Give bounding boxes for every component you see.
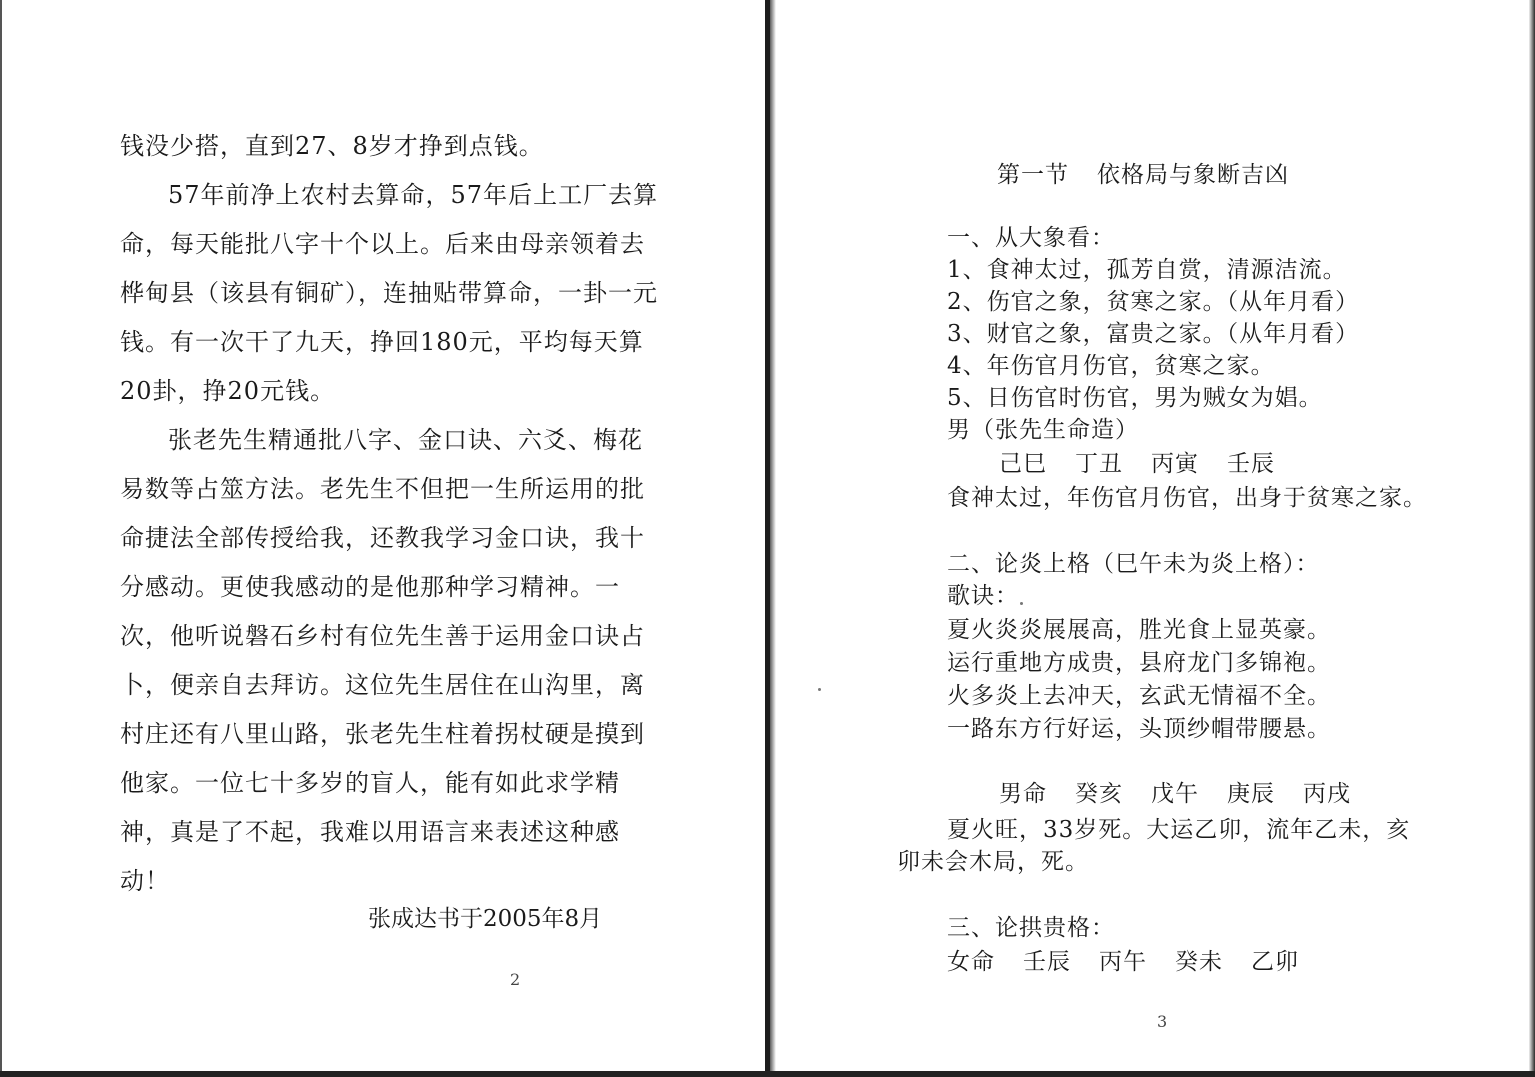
- song-line: 火多炎上去冲天，玄武无情福不全。: [947, 683, 1331, 709]
- bottom-page-edge: [0, 1071, 1535, 1077]
- pillar: 丙午: [1099, 949, 1147, 975]
- section1-heading: 一、从大象看：: [947, 225, 1115, 251]
- example2-comment-line1: 夏火旺，33岁死。大运乙卯，流年乙未，亥: [947, 817, 1411, 843]
- example1-comment: 食神太过，年伤官月伤官，出身于贫寒之家。: [947, 485, 1427, 511]
- right-page-edge: [1529, 0, 1535, 1077]
- section-number: 第一节: [997, 162, 1069, 188]
- pillar: 己巳: [999, 451, 1047, 477]
- scan-speck: [1020, 602, 1023, 605]
- pillar: 丙戌: [1303, 781, 1351, 807]
- example2-pillars: [999, 778, 1379, 810]
- example1-label: 男（张先生命造）: [947, 417, 1139, 443]
- section3-heading: 三、论拱贵格：: [947, 915, 1115, 941]
- section1-item: 1、食神太过，孤芳自赏，清源洁流。: [947, 257, 1347, 283]
- pillar: 癸亥: [1075, 781, 1123, 807]
- pillar: 癸未: [1175, 949, 1223, 975]
- page-number-right: 3: [1157, 1012, 1168, 1031]
- left-paragraph-1: 57年前净上农村去算命，57年后上工厂去算命，每天能批八字十个以上。后来由母亲领着去桦甸县（该县有铜矿），连抽贴带算命，一卦一元钱。有一次干了九天，挣回180元，平均每天算20卦，挣20元钱。: [120, 181, 659, 405]
- pillar: 壬辰: [1023, 949, 1071, 975]
- page-number-left: 2: [510, 970, 521, 989]
- pillar: 壬辰: [1227, 451, 1275, 477]
- left-page-edge: [0, 0, 2, 1077]
- section-name: 依格局与象断吉凶: [1097, 162, 1289, 188]
- example2-label: 男命: [999, 781, 1047, 807]
- pillar: 丙寅: [1151, 451, 1199, 477]
- example3-label: 女命: [947, 949, 995, 975]
- left-paragraph-2: 张老先生精通批八字、金口诀、六爻、梅花易数等占筮方法。老先生不但把一生所运用的批命捷法全部传授给我，还教我学习金口诀，我十分感动。更使我感动的是他那种学习精神。一次，他听说磐石乡村有位先生善于运用金口诀占卜，便亲自去拜访。这位先生居住在山沟里，离村庄还有八里山路，张老先生柱着拐杖硬是摸到他家。一位七十多岁的盲人，能有如此求学精神，真是了不起，我难以用语言来表述这种感动！: [120, 426, 645, 895]
- pillar: 戊午: [1151, 781, 1199, 807]
- example1-pillars: [999, 448, 1303, 480]
- gutter-shadow: [770, 0, 776, 1077]
- section1-item: 4、年伤官月伤官，贫寒之家。: [947, 353, 1275, 379]
- song-line: 运行重地方成贵，县府龙门多锦袍。: [947, 650, 1331, 676]
- example3-pillars: [947, 946, 1327, 978]
- left-first-line: 钱没少搭，直到27、8岁才挣到点钱。: [120, 132, 544, 160]
- song-line: 一路东方行好运，头顶纱帽带腰悬。: [947, 716, 1331, 742]
- section1-item: 2、伤官之象，贫寒之家。（从年月看）: [947, 289, 1360, 315]
- pillar: 乙卯: [1251, 949, 1299, 975]
- signature: 张成达书于2005年8月: [368, 906, 603, 932]
- section1-item: 5、日伤官时伤官，男为贼女为娼。: [947, 385, 1323, 411]
- song-line: 夏火炎炎展展高，胜光食上显英豪。: [947, 617, 1331, 643]
- section1-item: 3、财官之象，富贵之家。（从年月看）: [947, 321, 1360, 347]
- section2-heading: 二、论炎上格（巳午未为炎上格）：: [947, 551, 1320, 577]
- pillar: 丁丑: [1075, 451, 1123, 477]
- song-label: 歌诀：: [947, 583, 1019, 609]
- section-title: [997, 156, 1289, 189]
- scan-speck: [818, 688, 821, 691]
- pillar: 庚辰: [1227, 781, 1275, 807]
- example2-comment-line2: 卯未会木局，死。: [897, 849, 1089, 875]
